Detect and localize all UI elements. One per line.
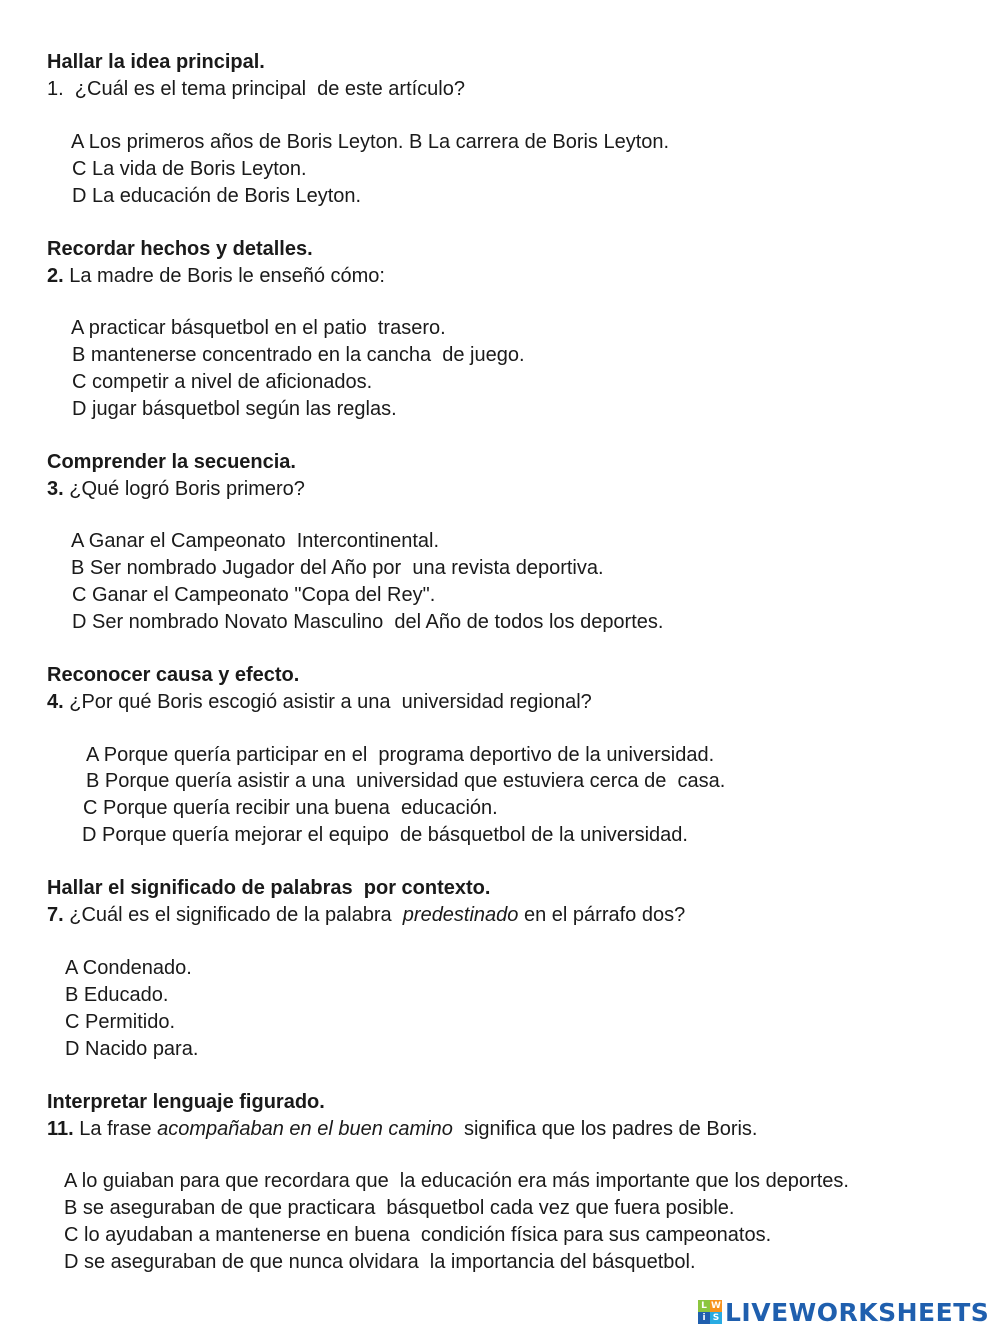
q3-option-d[interactable]: D Ser nombrado Novato Masculino del Año de todos los deportes.: [72, 611, 664, 633]
q3-option-b[interactable]: B Ser nombrado Jugador del Año por una revista deportiva.: [71, 557, 604, 579]
question-number: 4.: [47, 691, 64, 713]
question-7: [47, 903, 685, 927]
question-text-pre: La frase: [73, 1118, 158, 1140]
q3-option-c[interactable]: C Ganar el Campeonato "Copa del Rey".: [72, 584, 436, 606]
question-text: ¿Cuál es el tema principal de este artículo?: [63, 78, 465, 100]
q4-option-d[interactable]: D Porque quería mejorar el equipo de básquetbol de la universidad.: [82, 824, 688, 846]
q4-option-c[interactable]: C Porque quería recibir una buena educación.: [83, 797, 498, 819]
q2-option-b[interactable]: B mantenerse concentrado en la cancha de juego.: [72, 344, 525, 366]
section-6-heading: Interpretar lenguaje figurado.: [47, 1091, 325, 1113]
question-3: [47, 477, 305, 501]
section-4-heading: Reconocer causa y efecto.: [47, 664, 300, 686]
section-3-heading: Comprender la secuencia.: [47, 451, 296, 473]
question-number: 1.: [47, 78, 64, 100]
question-phrase: acompañaban en el buen camino: [157, 1118, 453, 1140]
question-text: ¿Qué logró Boris primero?: [63, 478, 305, 500]
question-number: 2.: [47, 265, 64, 287]
liveworksheets-mark-icon: L W i S: [698, 1300, 722, 1324]
liveworksheets-logo[interactable]: [698, 1297, 989, 1327]
q2-option-c[interactable]: C competir a nivel de aficionados.: [72, 371, 373, 393]
question-2: [47, 264, 385, 288]
question-text: ¿Por qué Boris escogió asistir a una universidad regional?: [63, 691, 592, 713]
q7-option-c[interactable]: C Permitido.: [65, 1011, 176, 1033]
q1-option-c[interactable]: C La vida de Boris Leyton.: [72, 158, 307, 180]
section-2-heading: Recordar hechos y detalles.: [47, 238, 313, 260]
question-number: 7.: [47, 904, 64, 926]
q2-option-a[interactable]: A practicar básquetbol en el patio trasero.: [71, 317, 446, 339]
question-term: predestinado: [402, 904, 519, 926]
q11-option-d[interactable]: D se aseguraban de que nunca olvidara la importancia del básquetbol.: [64, 1251, 696, 1273]
section-1-heading: Hallar la idea principal.: [47, 51, 265, 73]
q1-option-a-b[interactable]: A Los primeros años de Boris Leyton. B La carrera de Boris Leyton.: [71, 131, 670, 153]
q7-option-a[interactable]: A Condenado.: [65, 957, 192, 979]
question-11: [47, 1117, 757, 1141]
q11-option-b[interactable]: B se aseguraban de que practicara básquetbol cada vez que fuera posible.: [64, 1197, 735, 1219]
question-4: [47, 690, 592, 714]
question-text-post: significa que los padres de Boris.: [452, 1118, 758, 1140]
section-5-heading: Hallar el significado de palabras por contexto.: [47, 877, 491, 899]
q7-option-d[interactable]: D Nacido para.: [65, 1038, 199, 1060]
question-text: La madre de Boris le enseñó cómo:: [63, 265, 385, 287]
q3-option-a[interactable]: A Ganar el Campeonato Intercontinental.: [71, 530, 440, 552]
q11-option-a[interactable]: A lo guiaban para que recordara que la educación era más importante que los deportes.: [64, 1170, 849, 1192]
q1-option-d[interactable]: D La educación de Boris Leyton.: [72, 185, 362, 207]
question-number: 3.: [47, 478, 64, 500]
question-1: [47, 77, 465, 101]
question-number: 11.: [47, 1118, 74, 1140]
q4-option-b[interactable]: B Porque quería asistir a una universidad que estuviera cerca de casa.: [86, 770, 726, 792]
q2-option-d[interactable]: D jugar básquetbol según las reglas.: [72, 398, 397, 420]
question-text-post: en el párrafo dos?: [518, 904, 686, 926]
question-text-pre: ¿Cuál es el significado de la palabra: [63, 904, 403, 926]
q4-option-a[interactable]: A Porque quería participar en el programa deportivo de la universidad.: [86, 744, 715, 766]
q7-option-b[interactable]: B Educado.: [65, 984, 169, 1006]
liveworksheets-wordmark: LIVEWORKSHEETS: [725, 1297, 990, 1327]
q11-option-c[interactable]: C lo ayudaban a mantenerse en buena condición física para sus campeonatos.: [64, 1224, 772, 1246]
